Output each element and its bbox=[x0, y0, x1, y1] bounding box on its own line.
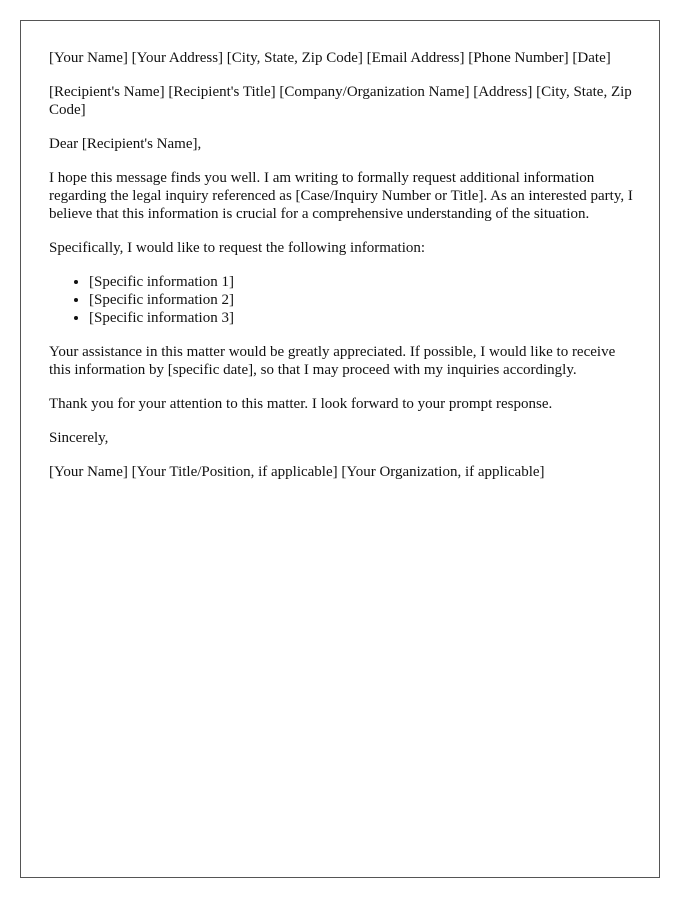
letter-body bbox=[49, 49, 639, 497]
list-item: • [Specific information 2] bbox=[89, 291, 639, 309]
recipient-block: [Recipient's Name] [Recipient's Title] [Company/Organization Name] [Address] [City, State, Zip Code] bbox=[49, 84, 632, 118]
letter-page bbox=[20, 20, 660, 878]
deadline-paragraph: Your assistance in this matter would be greatly appreciated. If possible, I would like to receive this information by [specific date], so that I may proceed with my inquiries accordingly. bbox=[49, 344, 616, 378]
list-item: • [Specific information 3] bbox=[89, 309, 639, 327]
requested-items-list bbox=[49, 273, 639, 327]
salutation: Dear [Recipient's Name], bbox=[49, 136, 202, 152]
signature-block: [Your Name] [Your Title/Position, if applicable] [Your Organization, if applicable] bbox=[49, 464, 545, 480]
thanks-paragraph: Thank you for your attention to this matter. I look forward to your prompt response. bbox=[49, 396, 553, 412]
sender-block: [Your Name] [Your Address] [City, State, Zip Code] [Email Address] [Phone Number] [Date] bbox=[49, 50, 611, 66]
list-item: • [Specific information 1] bbox=[89, 273, 639, 291]
intro-paragraph: I hope this message finds you well. I am writing to formally request additional information regarding the legal inquiry referenced as [Case/Inquiry Number or Title]. As an interested party, I believe that this information is crucial for a comprehensive understanding of the situation. bbox=[49, 170, 633, 222]
closing: Sincerely, bbox=[49, 430, 109, 446]
request-lead-paragraph: Specifically, I would like to request the following information: bbox=[49, 240, 426, 256]
